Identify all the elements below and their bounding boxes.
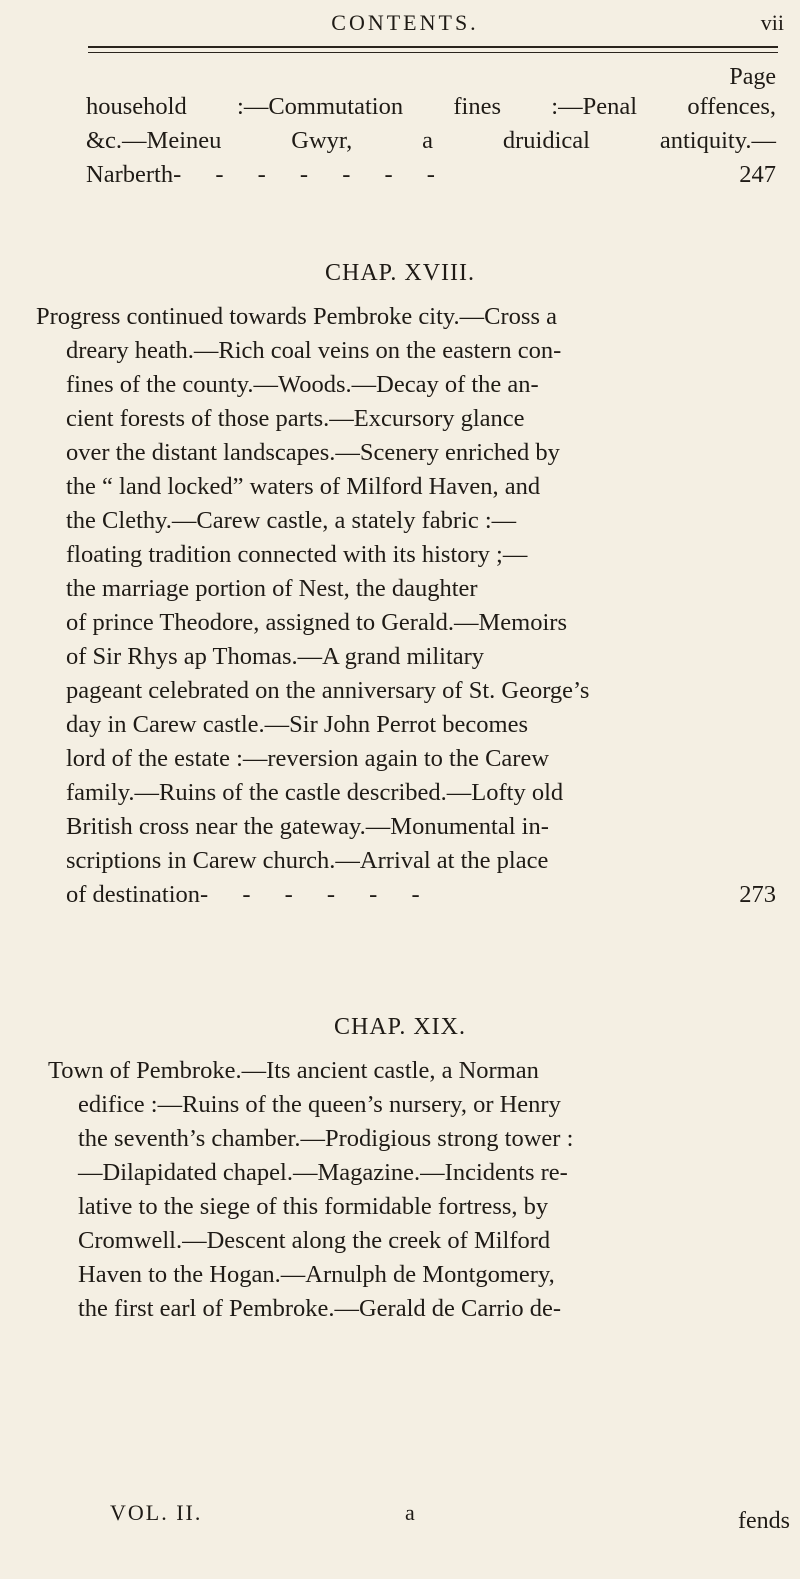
summary-line: dreary heath.—Rich coal veins on the eastern con- — [66, 337, 562, 364]
head-rule — [88, 46, 778, 48]
summary-final-line — [66, 878, 776, 912]
summary-line: the “ land locked” waters of Milford Haven, and — [66, 473, 541, 500]
chapter-heading: CHAP. XVIII. — [325, 260, 475, 286]
summary-line: Town of Pembroke.—Its ancient castle, a Norman — [48, 1057, 539, 1084]
chapter-heading: CHAP. XIX. — [333, 1014, 466, 1040]
catchword: fends — [738, 1508, 790, 1534]
summary-line: edifice :—Ruins of the queen’s nursery, or Henry — [78, 1091, 561, 1118]
summary-line: the Clethy.—Carew castle, a stately fabric :— — [66, 507, 517, 534]
signature-mark: a — [405, 1500, 415, 1525]
summary-line: the marriage portion of Nest, the daughter — [66, 575, 478, 602]
summary-line: pageant celebrated on the anniversary of St. George’s — [66, 677, 590, 704]
dot-leaders: - - - - - - - — [173, 161, 449, 188]
page-column-label: Page — [729, 64, 776, 90]
chapter-summary — [36, 300, 776, 912]
summary-line: of Sir Rhys ap Thomas.—A grand military — [66, 643, 485, 670]
summary-page-number: 273 — [739, 881, 776, 908]
entry-last-text: Narberth — [86, 161, 174, 188]
summary-indent — [48, 1088, 778, 1326]
summary-line: the seventh’s chamber.—Prodigious strong tower : — [78, 1125, 574, 1152]
entry-page-number: 247 — [739, 161, 776, 188]
summary-line: day in Carew castle.—Sir John Perrot becomes — [66, 711, 528, 738]
summary-line: Haven to the Hogan.—Arnulph de Montgomery, — [78, 1261, 555, 1288]
summary-line: lative to the siege of this formidable fortress, by — [78, 1193, 549, 1220]
page-folio: vii — [760, 10, 784, 35]
running-title: CONTENTS. — [331, 10, 479, 35]
summary-indent — [36, 334, 776, 912]
continued-entry — [86, 90, 776, 192]
summary-line: Progress continued towards Pembroke city.—Cross a — [36, 303, 557, 330]
entry-line: &c.—Meineu Gwyr, a druidical antiquity.— — [86, 127, 776, 154]
summary-line: floating tradition connected with its history ;— — [66, 541, 528, 568]
summary-line: British cross near the gateway.—Monumental in- — [66, 813, 549, 840]
summary-line: scriptions in Carew church.—Arrival at the place — [66, 847, 549, 874]
page-footer — [0, 1500, 800, 1540]
entry-line: household :—Commutation fines :—Penal offences, — [86, 93, 776, 120]
summary-line: lord of the estate :—reversion again to the Carew — [66, 745, 550, 772]
volume-mark: VOL. II. — [110, 1500, 203, 1525]
summary-line: family.—Ruins of the castle described.—Lofty old — [66, 779, 564, 806]
summary-line: the first earl of Pembroke.—Gerald de Carrio de- — [78, 1295, 562, 1322]
chapter-summary — [48, 1054, 778, 1326]
summary-line: fines of the county.—Woods.—Decay of the an- — [66, 371, 539, 398]
summary-line: Cromwell.—Descent along the creek of Milford — [78, 1227, 551, 1254]
running-head — [0, 10, 800, 40]
dot-leaders: - - - - - - — [200, 881, 434, 908]
summary-last-text: of destination — [66, 881, 201, 908]
summary-line: over the distant landscapes.—Scenery enriched by — [66, 439, 560, 466]
summary-line: of prince Theodore, assigned to Gerald.—Memoirs — [66, 609, 567, 636]
summary-line: cient forests of those parts.—Excursory glance — [66, 405, 525, 432]
head-rule-thin — [88, 52, 778, 53]
summary-line: —Dilapidated chapel.—Magazine.—Incidents re- — [78, 1159, 568, 1186]
entry-final-line — [86, 158, 776, 192]
